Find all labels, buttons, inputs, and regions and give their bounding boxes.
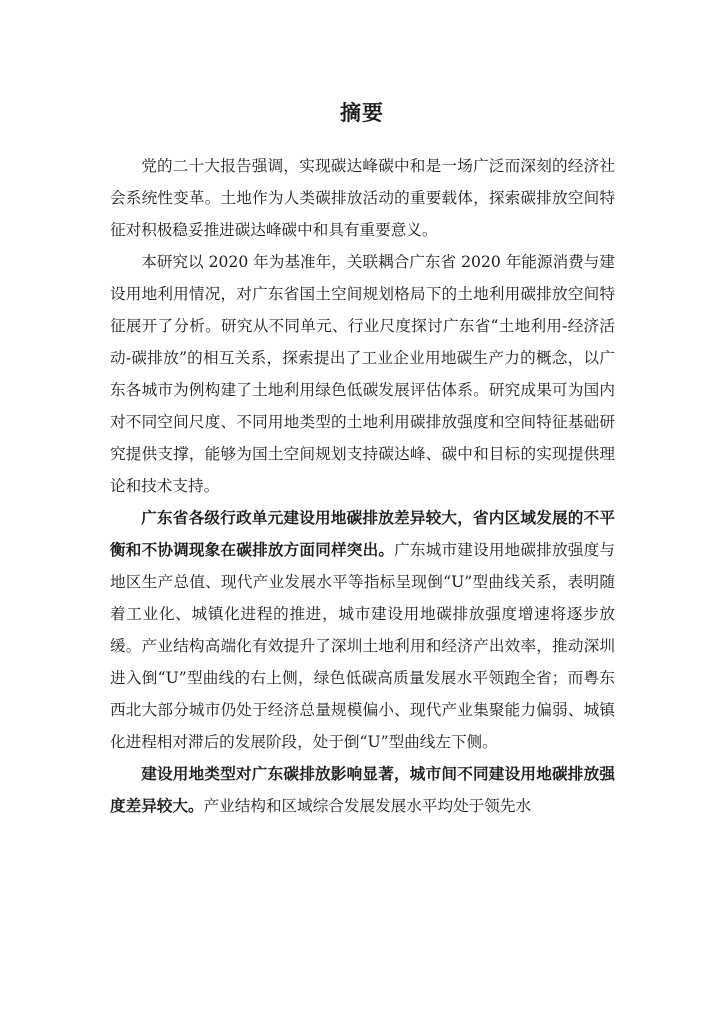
abstract-body — [110, 150, 615, 822]
paragraph-3-bold: 广东省各级行政单元建设用地碳排放差异较大，省内区域发展的不平衡和不协调现象在碳排放方面同样突出。 — [110, 509, 615, 559]
paragraph-1 — [110, 150, 615, 246]
paragraph-4 — [110, 758, 615, 822]
paragraph-2-text: 本研究以 2020 年为基准年，关联耦合广东省 2020 年能源消费与建设用地利用情况，对广东省国土空间规划格局下的土地利用碳排放空间特征展开了分析。研究从不同单元、行业尺度探讨广东省“土地利用-经济活动-碳排放”的相互关系，探索提出了工业企业用地碳生产力的概念，以广东各城市为例构建了土地利用绿色低碳发展评估体系。研究成果可为国内对不同空间尺度、不同用地类型的土地利用碳排放强度和空间特征基础研究提供支撑，能够为国土空间规划支持碳达峰、碳中和目标的实现提供理论和技术支持。 — [110, 253, 615, 495]
paragraph-4-bold: 建设用地类型对广东碳排放影响显著，城市间不同建设用地碳排放强度差异较大。 — [110, 765, 615, 815]
paragraph-2 — [110, 246, 615, 502]
paragraph-4-text: 产业结构和区域综合发展发展水平均处于领先水 — [203, 797, 532, 815]
page-title: 摘要 — [340, 101, 384, 125]
paragraph-3-text: 广东城市建设用地碳排放强度与地区生产总值、现代产业发展水平等指标呈现倒“U”型曲线关系，表明随着工业化、城镇化进程的推进，城市建设用地碳排放强度增速将逐步放缓。产业结构高端化有效提升了深圳土地利用和经济产出效率，推动深圳进入倒“U”型曲线的右上侧，绿色低碳高质量发展水平领跑全省；而粤东西北大部分城市仍处于经济总量规模偏小、现代产业集聚能力偏弱、城镇化进程相对滞后的发展阶段，处于倒“U”型曲线左下侧。 — [110, 541, 615, 751]
paragraph-3 — [110, 502, 615, 758]
paragraph-1-text: 党的二十大报告强调，实现碳达峰碳中和是一场广泛而深刻的经济社会系统性变革。土地作为人类碳排放活动的重要载体，探索碳排放空间特征对积极稳妥推进碳达峰碳中和具有重要意义。 — [110, 157, 615, 239]
